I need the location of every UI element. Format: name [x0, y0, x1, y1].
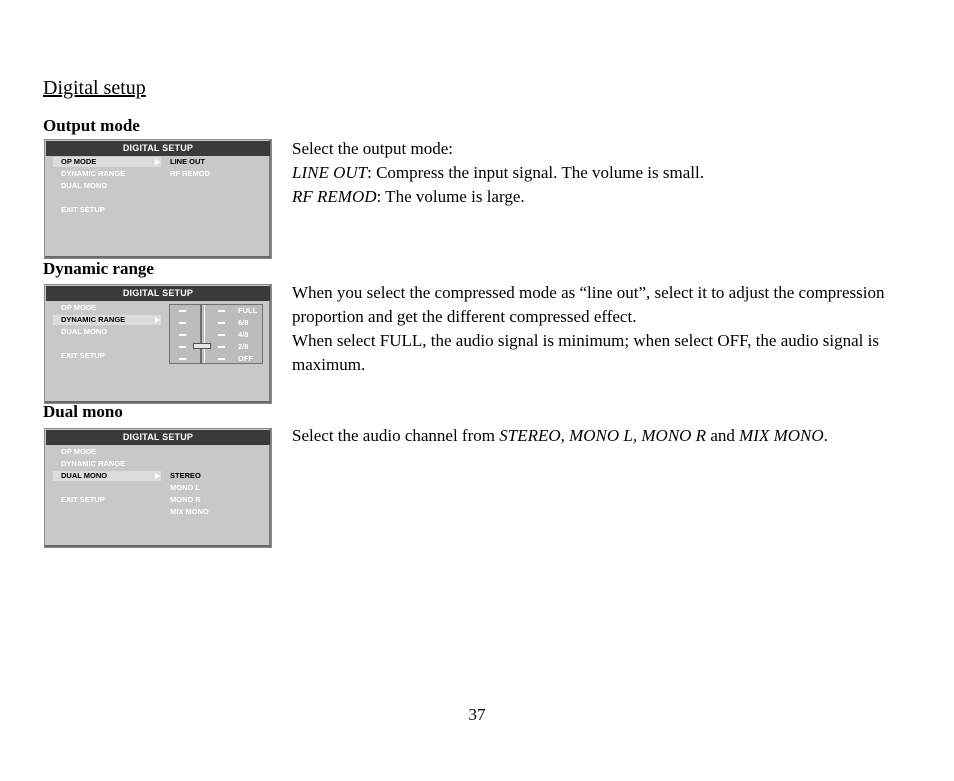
slider-tick	[218, 310, 225, 312]
page-title: Digital setup	[43, 77, 146, 99]
term-line-out: LINE OUT	[292, 163, 368, 182]
slider-tick	[179, 358, 186, 360]
osd-option-line-out: LINE OUT	[170, 157, 205, 166]
arrow-right-icon	[155, 473, 160, 479]
desc-paragraph: When select FULL, the audio signal is minimum; when select OFF, the audio signal is maximum.	[292, 331, 879, 374]
osd-screenshot-dynamic-range	[44, 284, 272, 404]
osd-title: DIGITAL SETUP	[46, 430, 270, 445]
term-channels: STEREO, MONO L, MONO R	[499, 426, 707, 445]
slider-track-highlight	[204, 305, 205, 363]
osd-option-mono-r: MONO R	[170, 495, 201, 504]
osd-option-off: OFF	[238, 354, 253, 363]
osd-option-4-8: 4/8	[238, 330, 249, 339]
description-dual-mono	[292, 424, 912, 448]
desc-text: : Compress the input signal. The volume is small.	[367, 163, 704, 182]
slider-knob	[193, 343, 211, 349]
term-rf-remod: RF REMOD	[292, 187, 377, 206]
osd-menu-dynamic-range: DYNAMIC RANGE	[61, 459, 126, 468]
desc-text: and	[706, 426, 740, 445]
osd-option-full: FULL	[238, 306, 258, 315]
desc-text: Select the audio channel from	[292, 426, 500, 445]
osd-menu-op-mode: OP MODE	[61, 447, 97, 456]
osd-screenshot-dual-mono	[44, 428, 272, 548]
desc-line	[292, 161, 912, 185]
slider-tick	[179, 310, 186, 312]
osd-menu-exit-setup: EXIT SETUP	[61, 495, 105, 504]
slider-track	[200, 305, 202, 363]
osd-menu-op-mode: OP MODE	[53, 157, 161, 167]
osd-option-rf-remod: RF REMOD	[170, 169, 210, 178]
section-heading-dual-mono: Dual mono	[43, 402, 123, 421]
osd-screenshot-output-mode	[44, 139, 272, 259]
slider-tick	[218, 322, 225, 324]
osd-menu-dual-mono: DUAL MONO	[61, 181, 108, 190]
osd-menu-exit-setup: EXIT SETUP	[61, 205, 105, 214]
term-mix-mono: MIX MONO	[739, 426, 824, 445]
desc-paragraph: When you select the compressed mode as “line out”, select it to adjust the compression proportion and get the different compressed effect.	[292, 283, 885, 326]
desc-line	[292, 424, 912, 448]
slider-tick	[179, 334, 186, 336]
osd-option-mix-mono: MIX MONO	[170, 507, 209, 516]
osd-menu-op-mode: OP MODE	[61, 303, 97, 312]
desc-text: .	[823, 426, 828, 445]
description-output-mode	[292, 137, 912, 209]
osd-option-2-8: 2/8	[238, 342, 249, 351]
desc-line	[292, 185, 912, 209]
osd-menu-dynamic-range: DYNAMIC RANGE	[53, 315, 161, 325]
slider-tick	[218, 346, 225, 348]
slider-tick	[218, 358, 225, 360]
description-dynamic-range	[292, 281, 912, 377]
desc-text: : The volume is large.	[376, 187, 525, 206]
arrow-right-icon	[155, 317, 160, 323]
slider-tick	[218, 334, 225, 336]
osd-menu-dual-mono: DUAL MONO	[61, 327, 108, 336]
osd-menu-exit-setup: EXIT SETUP	[61, 351, 105, 360]
arrow-right-icon	[155, 159, 160, 165]
slider-tick	[179, 322, 186, 324]
section-heading-output-mode: Output mode	[43, 116, 140, 135]
osd-menu-dual-mono: DUAL MONO	[53, 471, 161, 481]
page-number: 37	[468, 705, 486, 724]
osd-option-stereo: STEREO	[170, 471, 201, 480]
dynamic-range-slider	[169, 304, 263, 364]
desc-line: Select the output mode:	[292, 139, 453, 158]
osd-title: DIGITAL SETUP	[46, 286, 270, 301]
osd-title: DIGITAL SETUP	[46, 141, 270, 156]
slider-tick	[179, 346, 186, 348]
section-heading-dynamic-range: Dynamic range	[43, 259, 154, 278]
osd-option-6-8: 6/8	[238, 318, 249, 327]
osd-option-mono-l: MONO L	[170, 483, 200, 492]
osd-menu-dynamic-range: DYNAMIC RANGE	[61, 169, 126, 178]
